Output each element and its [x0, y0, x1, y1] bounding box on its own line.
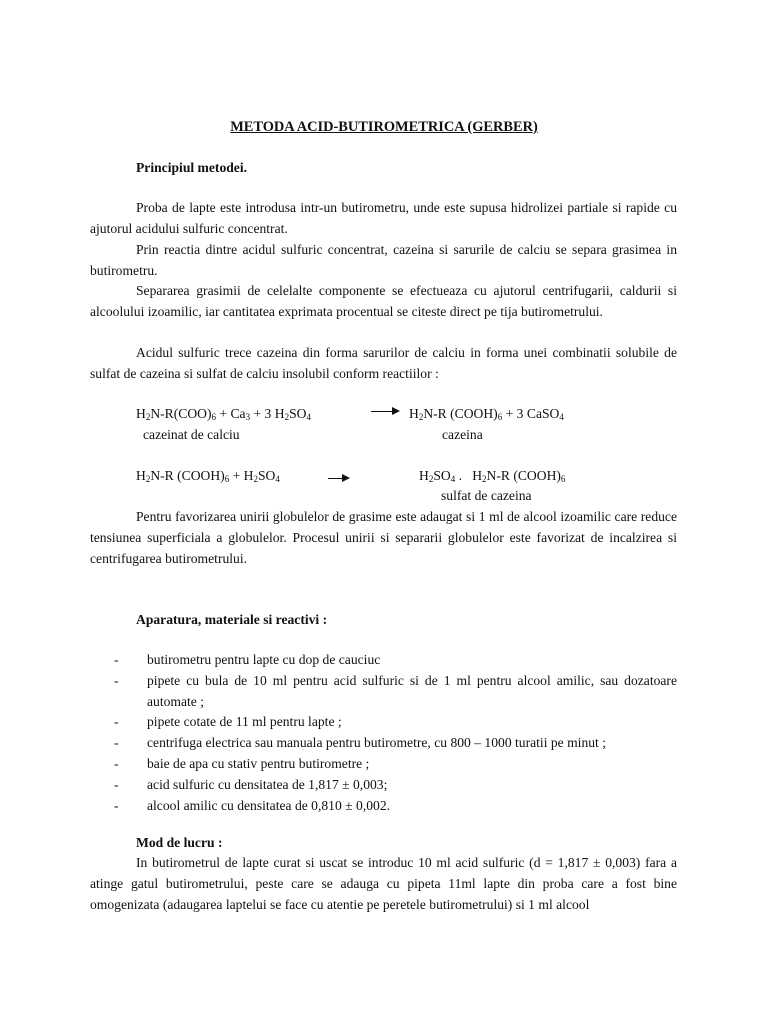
reaction-1-reactants: $H_2N-R(COO)_6 + Ca_3 + 3$ $H_2SO_4$: [136, 406, 311, 422]
list-bullet: -: [114, 776, 119, 792]
reaction-2-products: $H_2SO_4$ . $H_2N-R$ $(COOH)_6$: [419, 468, 566, 484]
reaction-2-reactants: $H_2N-R$ $(COOH)_6 + H_2SO_4$: [136, 468, 280, 484]
reaction-2-product-label: sulfat de cazeina: [441, 488, 532, 503]
list-bullet: -: [114, 714, 119, 730]
list-bullet: -: [114, 735, 119, 751]
list-item: [90, 712, 677, 733]
paragraph-3: Separarea grasimii de celelalte componente se efectueaza cu ajutorul centrifugarii, caldurii si alcoolului izoamilic, iar cantitatea exprimata procentual se citeste direct pe tija butirometrului.: [90, 283, 677, 319]
list-item: [90, 775, 677, 796]
list-item: [90, 733, 677, 754]
list-item: [90, 650, 677, 671]
list-item-text: acid sulfuric cu densitatea de 1,817 ± 0,003;: [147, 776, 388, 792]
list-item-text: centrifuga electrica sau manuala pentru butirometre, cu 800 – 1000 turatii pe minut ;: [147, 735, 607, 751]
reaction-1-arrow-icon: [371, 411, 398, 412]
list-item-text: butirometru pentru lapte cu dop de cauciuc: [147, 652, 381, 667]
paragraph-5: Pentru favorizarea unirii globulelor de grasime este adaugat si 1 ml de alcool izoamilic care reduce tensiunea superficiala a globulelor. Procesul unirii si separarii globulelor este favorizat de incalzirea si centrifugarea butirometrului.: [90, 509, 677, 566]
list-bullet: -: [114, 755, 119, 771]
list-item: [90, 796, 677, 817]
principle-heading: Principiul metodei.: [136, 160, 248, 175]
apparatus-list: [90, 650, 677, 816]
list-item-text: alcool amilic cu densitatea de 0,810 ± 0,002.: [147, 797, 391, 813]
list-item-text: pipete cotate de 11 ml pentru lapte ;: [147, 714, 342, 730]
paragraph-2: Prin reactia dintre acidul sulfuric concentrat, cazeina si sarurile de calciu se separa grasimea in butirometru.: [90, 242, 677, 278]
reaction-1-product-label: cazeina: [442, 427, 483, 442]
list-item: [90, 671, 677, 713]
list-bullet: -: [114, 672, 119, 688]
paragraph-6: In butirometrul de lapte curat si uscat se introduc 10 ml acid sulfuric (d = 1,817 ± 0,003) fara a atinge gatul butirometrului, peste care se adauga cu pipeta 11ml lapte din proba care a fost bine omogenizata (adaugarea laptelui se face cu atentie pe peretele butirometrului) si 1 ml alcool: [90, 855, 677, 912]
list-item: [90, 754, 677, 775]
document-title: METODA ACID-BUTIROMETRICA (GERBER): [230, 119, 538, 135]
list-bullet: -: [114, 797, 119, 813]
reaction-1-products: $H_2N-R$ $(COOH)_6 + 3$ CaSO$_4$: [409, 406, 564, 422]
reaction-1-reactant-label: cazeinat de calciu: [143, 427, 240, 442]
method-heading: Mod de lucru :: [136, 835, 223, 850]
list-bullet: -: [114, 652, 119, 667]
reaction-2-arrow-icon: [328, 478, 348, 479]
list-item-text: baie de apa cu stativ pentru butirometre ;: [147, 755, 370, 771]
apparatus-heading: Aparatura, materiale si reactivi :: [136, 612, 328, 627]
paragraph-1: Proba de lapte este introdusa intr-un butirometru, unde este supusa hidrolizei partiale si rapide cu ajutorul acidului sulfuric concentrat.: [90, 200, 677, 236]
list-item-text: pipete cu bula de 10 ml pentru acid sulfuric si de 1 ml pentru alcool amilic, sau dozatoare automate ;: [147, 672, 677, 709]
paragraph-4: Acidul sulfuric trece cazeina din forma sarurilor de calciu in forma unei combinatii solubile de sulfat de cazeina si sulfat de calciu insolubil conform reactiilor :: [90, 345, 677, 381]
